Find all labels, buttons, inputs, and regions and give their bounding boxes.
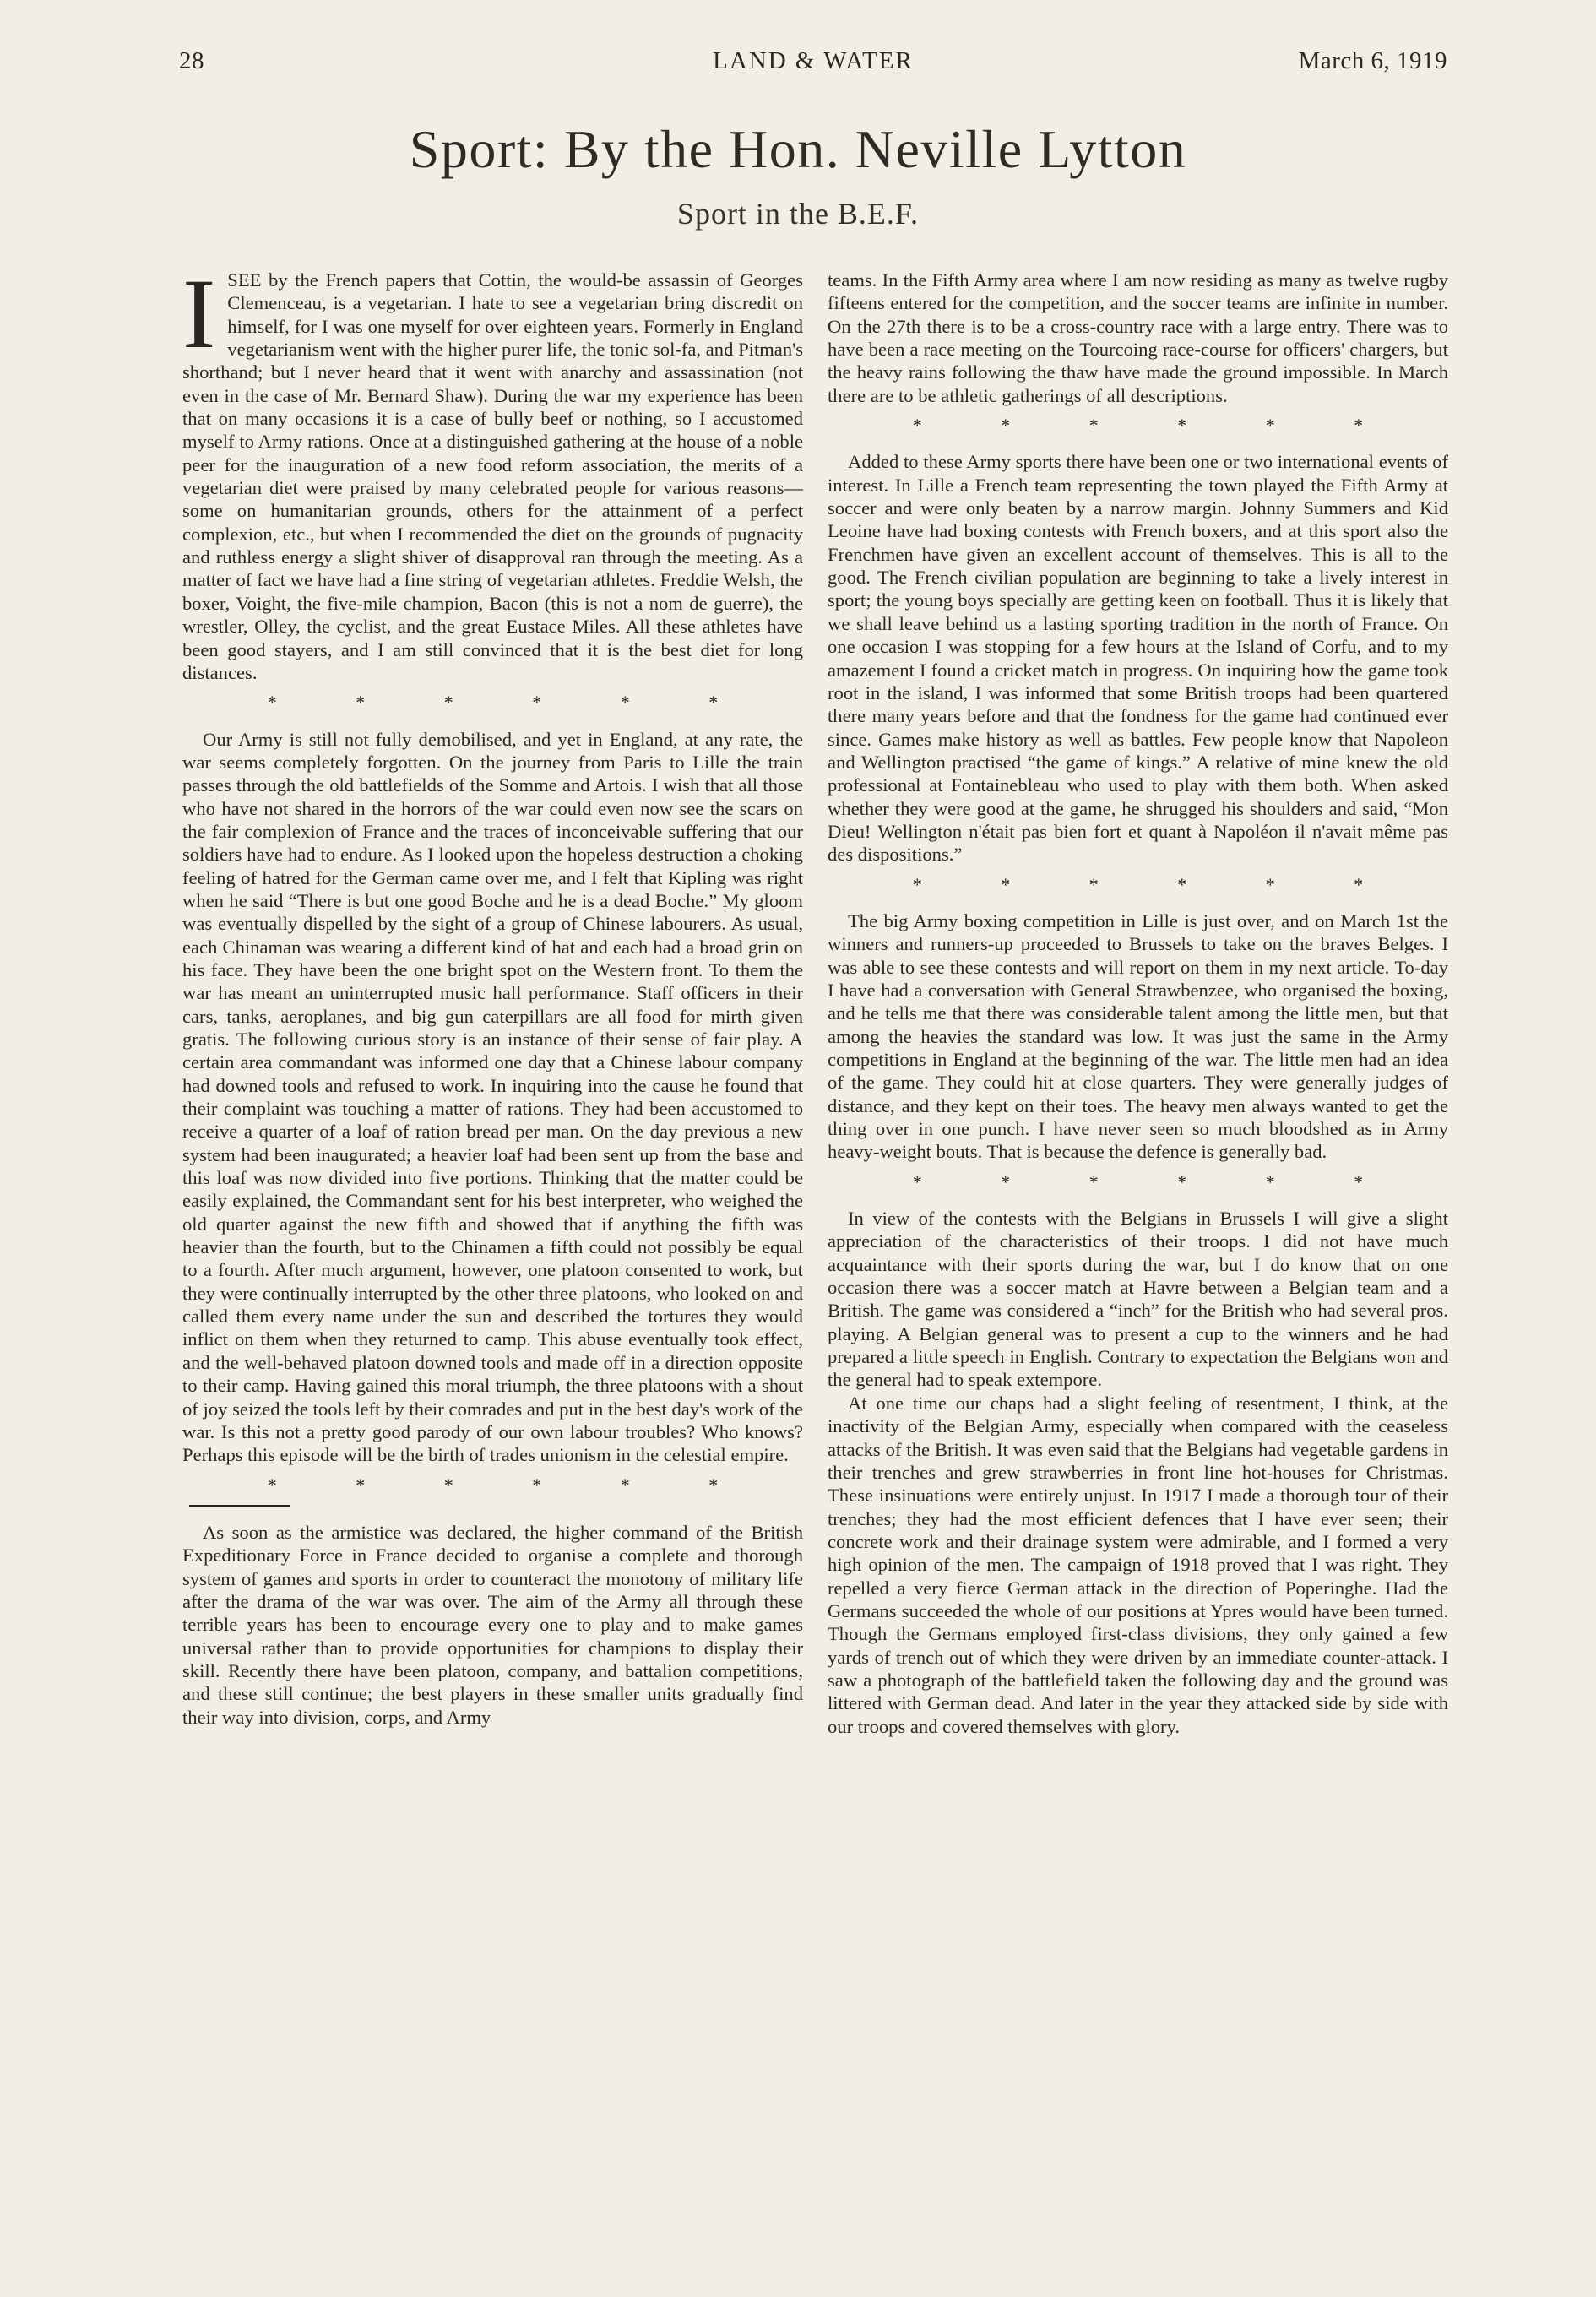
paragraph: As soon as the armistice was declared, the higher command of the British Expeditionary Force in France decided to organise a complete and thorough system of games and sports in order to counteract the monotony of military life after the drama of the war was over. The aim of the Army all through these terrible years has been to encourage every one to play and to make games universal rather than to provide opportunities for champions to display their skill. Recently there have been platoon, company, and battalion competitions, and these still continue; the best players in these smaller units gradually find their way into division, corps, and Army: [182, 1521, 803, 1728]
section-separator: * * * * * *: [912, 415, 1401, 437]
paragraph: In view of the contests with the Belgians in Brussels I will give a slight appreciation of the characteristics of their troops. I did not have much acquaintance with their sports during the war, but I do know that on one occasion there was a soccer match at Havre between a Belgian team and a British. The game was considered a “inch” for the British who had several pros. playing. A Belgian general was to present a cup to the winners and he had prepared a little speech in English. Contrary to expectation the Belgians won and the general had to speak extempore.: [828, 1208, 1448, 1391]
article-subtitle: Sport in the B.E.F.: [676, 197, 920, 231]
masthead: LAND & WATER: [713, 47, 914, 74]
right-column: [828, 269, 1448, 1738]
issue-date: March 6, 1919: [1298, 47, 1447, 74]
paragraph: teams. In the Fifth Army area where I am now residing as many as twelve rugby fifteens entered for the competition, and the soccer teams are infinite in number. On the 27th there is to be a cross-country race with a large entry. There was to have been a race meeting on the Tourcoing race-course for officers' chargers, but the heavy rains following the thaw have made the ground impossible. In March there are to be athletic gatherings of all descriptions.: [828, 269, 1448, 406]
paragraph: Added to these Army sports there have been one or two international events of interest. In Lille a French team representing the town played the Fifth Army at soccer and were only beaten by a narrow margin. Johnny Summers and Kid Leoine have had boxing contests with French boxers, and at this sport also the Frenchmen have given an excellent account of themselves. This is all to the good. The French civilian population are beginning to take a lively interest in sport; the young boys specially are getting keen on football. Thus it is likely that we shall leave behind us a lasting sporting tradition in the north of France. On one occasion I was stopping for a few hours at the Island of Corfu, and to my amazement I found a cricket match in progress. On inquiring how the game took root in the island, I was informed that some British troops had been quartered there many years before and that the fondness for the game had continued ever since. Games make history as well as battles. Few people know that Napoleon and Wellington practised “the game of kings.” A relative of mine knew the old professional at Fontainebleau who used to play with them both. When asked whether they were good at the game, he shrugged his shoulders and said, “Mon Dieu! Wellington n'était pas bien fort et quant à Napoléon il n'avait même pas des dispositions.”: [828, 451, 1448, 866]
paragraph: At one time our chaps had a slight feeling of resentment, I think, at the inactivity of the Belgian Army, especially when compared with the ceaseless attacks of the British. It was even said that the Belgians had vegetable gardens in their trenches and grew strawberries in front line hot-houses for Christmas. These insinuations were entirely unjust. In 1917 I made a thorough tour of their trenches; they had the most efficient defences that I have ever seen; their concrete work and their drainage system were admirable, and I formed a very high opinion of the men. The campaign of 1918 proved that I was right. They repelled a very fierce German attack in the direction of Poperinghe. Had the Germans succeeded the whole of our positions at Ypres would have been turned. Though the Germans employed first-class divisions, they only gained a few yards of trench out of which they were driven by an immediate counter-attack. I saw a photograph of the battlefield taken the following day and the ground was littered with German dead. And later in the year they attacked side by side with our troops and covered themselves with glory.: [828, 1392, 1448, 1737]
paragraph: Our Army is still not fully demobilised, and yet in England, at any rate, the war seems completely forgotten. On the journey from Paris to Lille the train passes through the old battlefields of the Somme and Artois. I wish that all those who have not shared in the horrors of the war could even now see the scars on the fair complexion of France and the traces of inconceivable suffering that our soldiers have had to endure. As I looked upon the hopeless destruction a choking feeling of hatred for the German came over me, and I felt that Kipling was right when he said “There is but one good Boche and he is a dead Boche.” My gloom was eventually dispelled by the sight of a group of Chinese labourers. As usual, each Chinaman was wearing a different kind of hat and each had a broad grin on his face. They have been the one bright spot on the Western front. To them the war has meant an uninterrupted music hall performance. Staff officers in their cars, tanks, aeroplanes, and big gun caterpillars are all food for mirth given gratis. The following curious story is an instance of their sense of fair play. A certain area commandant was informed one day that a Chinese labour company had downed tools and refused to work. In inquiring into the cause he found that their complaint was touching a matter of rations. They had been accustomed to receive a quarter of a loaf of ration bread per man. On the day previous a new system had been inaugurated; a heavier loaf had been sent up from the base and this loaf was now divided into five portions. Thinking that the matter could be easily explained, the Commandant sent for his best interpreter, who weighed the old quarter against the new fifth and showed that if anything the fifth was heavier than the fourth, but to the Chinamen a fifth could not possibly be equal to a fourth. After much argument, however, one platoon consented to work, but they were continually interrupted by the other three platoons, who looked on and called them every name under the sun and described the tortures they would inflict on them when they returned to camp. This abuse eventually took effect, and the well-behaved platoon downed tools and made off in a direction opposite to their camp. Having gained this moral triumph, the three platoons with a shout of joy seized the tools left by their comrades and put in the best day's work of the war. Is this not a pretty good parody of our own labour troubles? Who knows? Perhaps this episode will be the birth of trades unionism in the celestial empire.: [182, 728, 803, 1466]
left-column: [182, 258, 803, 1729]
section-separator: * * * * * *: [267, 1474, 756, 1496]
article-title: Sport: By the Hon. Neville Lytton: [409, 119, 1187, 179]
rule-divider: [189, 1505, 290, 1507]
section-separator: * * * * * *: [912, 1170, 1401, 1192]
section-separator: * * * * * *: [267, 692, 756, 714]
section-separator: * * * * * *: [912, 873, 1401, 895]
running-header: [179, 47, 1447, 81]
drop-cap: I: [182, 258, 216, 369]
paragraph: SEE by the French papers that Cottin, the would-be assassin of Georges Clemenceau, is a vegetarian. I hate to see a vegetarian bring discredit on himself, for I was one myself for over eighteen years. Formerly in England vegetarianism went with the higher purer life, the tonic sol-fa, and Pitman's shorthand; but I never heard that it went with anarchy and assassination (not even in the case of Mr. Bernard Shaw). During the war my experience has been that on many occasions it is a case of bully beef or nothing, so I accustomed myself to Army rations. Once at a distinguished gathering at the house of a noble peer for the inauguration of a new food reform association, the merits of a vegetarian diet were praised by many celebrated people for various reasons—some on humanitarian grounds, others for the attainment of a perfect complexion, etc., but when I recommended the diet on the grounds of pugnacity and ruthless energy a slight shiver of disapproval ran through the meeting. As a matter of fact we have had a fine string of vegetarian athletes. Freddie Welsh, the boxer, Voight, the five-mile champion, Bacon (this is not a nom de guerre), the wrestler, Olley, the cyclist, and the great Eustace Miles. All these athletes have been good stayers, and I am still convinced that it is the best diet for long distances.: [182, 269, 803, 683]
page-number: 28: [179, 47, 204, 74]
paragraph: The big Army boxing competition in Lille is just over, and on March 1st the winners and runners-up proceeded to Brussels to take on the braves Belges. I was able to see these contests and will report on them in my next article. To-day I have had a conversation with General Strawbenzee, who organised the boxing, and he tells me that there was considerable talent among the little men, but that among the heavies the standard was low. It was just the same in the Army competitions in England at the beginning of the war. The little men had an idea of the game. They could hit at close quarters. They were generally judges of distance, and they kept on their toes. The heavy men always wanted to get the thing over in one punch. I have never seen so much bloodshed as in Army heavy-weight bouts. That is because the defence is generally bad.: [828, 910, 1448, 1163]
